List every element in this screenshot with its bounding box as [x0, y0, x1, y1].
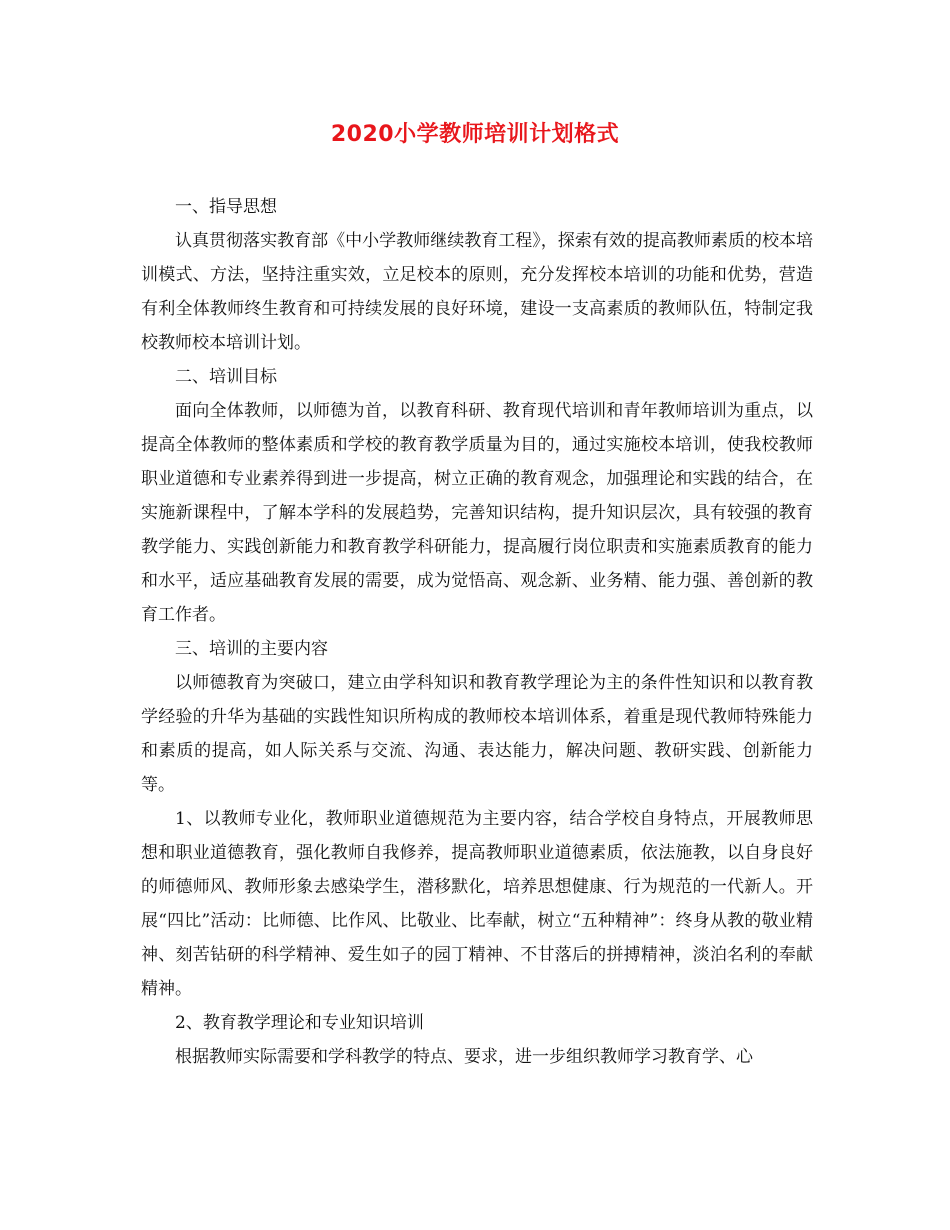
body-paragraph: 认真贯彻落实教育部《中小学教师继续教育工程》，探索有效的提高教师素质的校本培训模式、方法，坚持注重实效，立足校本的原则，充分发挥校本培训的功能和优势，营造有利全体教师终生教育和可持续发展的良好环境，建设一支高素质的教师队伍，特制定我校教师校本培训计划。 [141, 231, 813, 353]
section-heading: 三、培训的主要内容 [175, 639, 328, 659]
body-paragraph: 根据教师实际需要和学科教学的特点、要求，进一步组织教师学习教育学、心 [175, 1047, 753, 1067]
document-body [141, 190, 813, 1074]
section-heading: 二、培训目标 [175, 367, 277, 387]
document-title: 2020小学教师培训计划格式 [330, 122, 620, 147]
subsection-heading: 2、教育教学理论和专业知识培训 [175, 1013, 424, 1033]
section-heading: 一、指导思想 [175, 197, 277, 217]
body-paragraph: 面向全体教师，以师德为首，以教育科研、教育现代培训和青年教师培训为重点，以提高全体教师的整体素质和学校的教育教学质量为目的，通过实施校本培训，使我校教师职业道德和专业素养得到进一步提高，树立正确的教育观念，加强理论和实践的结合，在实施新课程中，了解本学科的发展趋势，完善知识结构，提升知识层次，具有较强的教育教学能力、实践创新能力和教育教学科研能力，提高履行岗位职责和实施素质教育的能力和水平，适应基础教育发展的需要，成为觉悟高、观念新、业务精、能力强、善创新的教育工作者。 [141, 401, 813, 625]
body-paragraph: 以师德教育为突破口，建立由学科知识和教育教学理论为主的条件性知识和以教育教学经验的升华为基础的实践性知识所构成的教师校本培训体系，着重是现代教师特殊能力和素质的提高，如人际关系与交流、沟通、表达能力，解决问题、教研实践、创新能力等。 [141, 673, 813, 795]
body-paragraph: 1、以教师专业化，教师职业道德规范为主要内容，结合学校自身特点，开展教师思想和职业道德教育，强化教师自我修养，提高教师职业道德素质，依法施教，以自身良好的师德师风、教师形象去感染学生，潜移默化，培养思想健康、行为规范的一代新人。开展“四比”活动：比师德、比作风、比敬业、比奉献，树立“五种精神”：终身从教的敬业精神、刻苦钻研的科学精神、爱生如子的园丁精神、不甘落后的拼搏精神，淡泊名利的奉献精神。 [141, 809, 813, 999]
